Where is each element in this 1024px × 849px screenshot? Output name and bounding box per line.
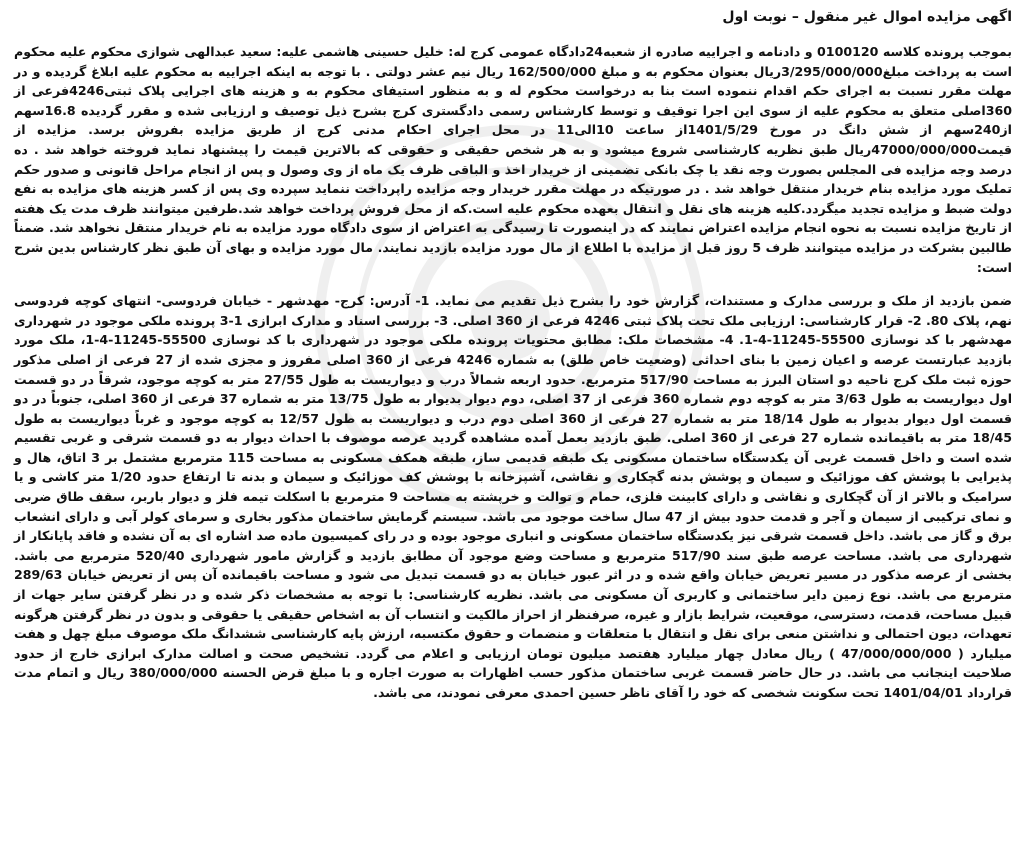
notice-paragraph-2: ضمن بازدید از ملک و بررسی مدارک و مستندات، گزارش خود را بشرح ذیل تقدیم می نماید. 1- آدرس: کرج- مهدشهر - خیابان فردوسی- انتهای کوچه فردوسی نهم، پلاک 80. 2- قرار کارشناسی: ارزیابی ملک تحت پلاک ثبتی 4246 فرعی از 360 اصلی. 3- بررسی اسناد و مدارک ابرازی 1-3 پرونده ملکی موجود در شهرداری مهدشهر با کد نوسازی 55500-11245-4-1. 4- مشخصات ملک: مطابق محتویات پرونده ملکی موجود در شهرداری با کد نوسازی 55500-11245-4-1، ملک مورد بازدید عبارتست عرصه و اعیان زمین با بنای احداثی (وضعیت خاص طلق) به شماره 4246 فرعی از 360 اصلی مفروز و مجزی شده از 27 فرعی از اصلی مذکور حوزه ثبت ملک کرج ناحیه دو استان البرز به مساحت 517/90 مترمربع. حدود اربعه شمالاً درب و دیواریست به طول 27/55 متر به کوچه موجود، شرقاً در دو قسمت اول دیواریست به طول 3/63 متر به کوچه دوم شماره 360 فرعی از 37 اصلی، دوم دیوار بدیوار به طول 13/75 متر به شماره 37 فرعی از 360 اصلی، جنوباً در دو قسمت اول دیوار بدیوار به طول 18/14 متر به شماره 27 فرعی از 360 اصلی دوم درب و دیواریست به طول 12/57 به کوچه موجود و غرباً دیواریست به طول 18/45 متر به باقیمانده شماره 27 فرعی از 360 اصلی. طبق بازدید بعمل آمده مشاهده گردید عرصه موصوف با احداث دیوار به دو قسمت شرقی و غربی تقسیم شده است و داخل قسمت غربی آن یکدستگاه ساختمان مسکونی یک طبقه قدیمی ساز، طبقه همکف مسکونی به مساحت 115 مترمربع مشتمل بر 3 اتاق، هال و پذیرایی با پوشش کف موزائیک و سیمان و پوشش بدنه گچکاری و نقاشی، آشپزخانه با پوشش کف موزائیک و سیمان و بدنه تا ارتفاع حدود 1/20 متر کاشی و یا سرامیک و بالاتر از آن گچکاری و نقاشی و دارای کابینت فلزی، حمام و توالت و خرپشته به مساحت 9 مترمربع با اسکلت تیمه فلز و دیوار باربر، سقف طاق ضربی و نمای ترکیبی از سیمان و آجر و قدمت حدود بیش از 47 سال ساخت موجود می باشد. سیستم گرمایش ساختمان مذکور بخاری و سرمای کولر آبی و دارای انشعاب برق و گاز می باشد. داخل قسمت شرقی نیز یکدستگاه ساختمان مسکونی و انباری موجود بوده و در رای کمیسیون ماده صد اشاره ای به آن نشده و فاقد پایانکار از شهرداری می باشد. مساحت عرصه طبق سند 517/90 مترمربع و مساحت وضع موجود آن مطابق بازدید و گزارش مامور شهرداری 520/40 مترمربع می باشد. بخشی از عرصه مذکور در مسیر تعریض خیابان واقع شده و در اثر عبور خیابان به دو قسمت تبدیل می شود و مساحت باقیمانده آن پس از تعریض خیابان 289/63 مترمربع می باشد. نوع زمین دایر ساختمانی و کاربری آن مسکونی می باشد. نظریه کارشناسی: با توجه به مشخصات ذکر شده و در نظر گرفتن سایر جهات از قبیل مساحت، قدمت، دسترسی، موقعیت، شرایط بازار و غیره، صرفنظر از احراز مالکیت و انتساب آن به اشخاص حقیقی یا حقوقی و بدون در نظر گرفتن هرگونه تعهدات، دیون احتمالی و نداشتن منعی برای نقل و انتقال با متعلقات و منضمات و حقوق مکتسبه، ارزش پایه کارشناسی ششدانگ ملک موصوف مبلغ چهل و هفت میلیارد ( 47/000/000/000 ) ریال معادل چهار میلیارد هفتصد میلیون تومان ارزیابی و اعلام می گردد. تشخیص صحت و اصالت مدارک ابرازی خارج از حدود صلاحیت اینجانب می باشد. در حال حاضر قسمت غربی ساختمان مذکور حسب اظهارات به صورت اجاره و با مبلغ قرض الحسنه 380/000/000 ریال و اتمام مدت قرارداد 1401/04/01 تحت سکونت شخصی که خود را آقای ناظر حسین احمدی معرفی نمودند، می باشد.	[14, 293, 1013, 700]
notice-paragraph-1: بموجب پرونده کلاسه 0100120 و دادنامه و اجراییه صادره از شعبه24دادگاه عمومی کرج له: خلیل حسینی هاشمی علیه: سعید عبدالهی شوازی محکوم علیه محکوم است به پرداخت مبلغ3/295/000/000ریال بعنوان محکوم به و مبلغ 162/500/000 ریال نیم عشر دولتی . با توجه به اینکه اجراییه به محکوم علیه ابلاغ گردیده و در مهلت مقرر نسبت به اجرای حکم اقدام ننموده است بنا به درخواست محکوم له و به منظور استیفای محکوم به و هزینه های اجرایی پلاک ثبتی4246فرعی از 360اصلی متعلق به محکوم علیه از سوی این اجرا توقیف و توسط کارشناس رسمی دادگستری کرج بشرح ذیل توصیف و ارزیابی شده و مقرر گردیده 16.8سهم از240سهم از شش دانگ در مورخ 1401/5/29از ساعت 10الی11 در محل اجرای احکام مدنی کرج از طریق مزایده بفروش برسد. مزایده از قیمت47000/000/000ریال طبق نظریه کارشناسی شروع میشود و به هر شخص حقیقی و حقوقی که بالاترین قیمت را پیشنهاد نماید فروخته خواهد شد . ده درصد وجه مزایده فی المجلس بصورت وجه نقد یا چک بانکی تضمینی از خریدار اخذ و الباقی ظرف یک ماه از وی وصول و پس از انجام مراحل قانونی و صدور حکم تملیک مورد مزایده بنام خریدار منتقل خواهد شد . در صورتیکه در مهلت مقرر خریدار وجه مزایده راپرداخت ننماید سپرده وی پس از کسر هزینه های مزایده به نفع دولت ضبط و مزایده تجدید میگردد.کلیه هزینه های نقل و انتقال بعهده محکوم علیه است.که از محل فروش پرداخت خواهد شد.طرفین میتوانند ظرف مدت یک هفته از تاریخ مزایده نسبت به نحوه انجام مزایده اعتراض نمایند که در اینصورت تا رسیدگی به اعتراض از سوی دادگاه مورد مزایده به نام خریدار منتقل نخواهد شد. ضمناً طالبین بشرکت در مزایده میتوانند ظرف 5 روز قبل از مزایده با اطلاع از مال مورد مزایده بازدید نمایند. مال مورد مزایده و بهای آن طبق نظر کارشناس بدین شرح است:	[14, 44, 1012, 275]
notice-title: اگهی مزایده اموال غیر منقول – نوبت اول	[722, 9, 1012, 25]
